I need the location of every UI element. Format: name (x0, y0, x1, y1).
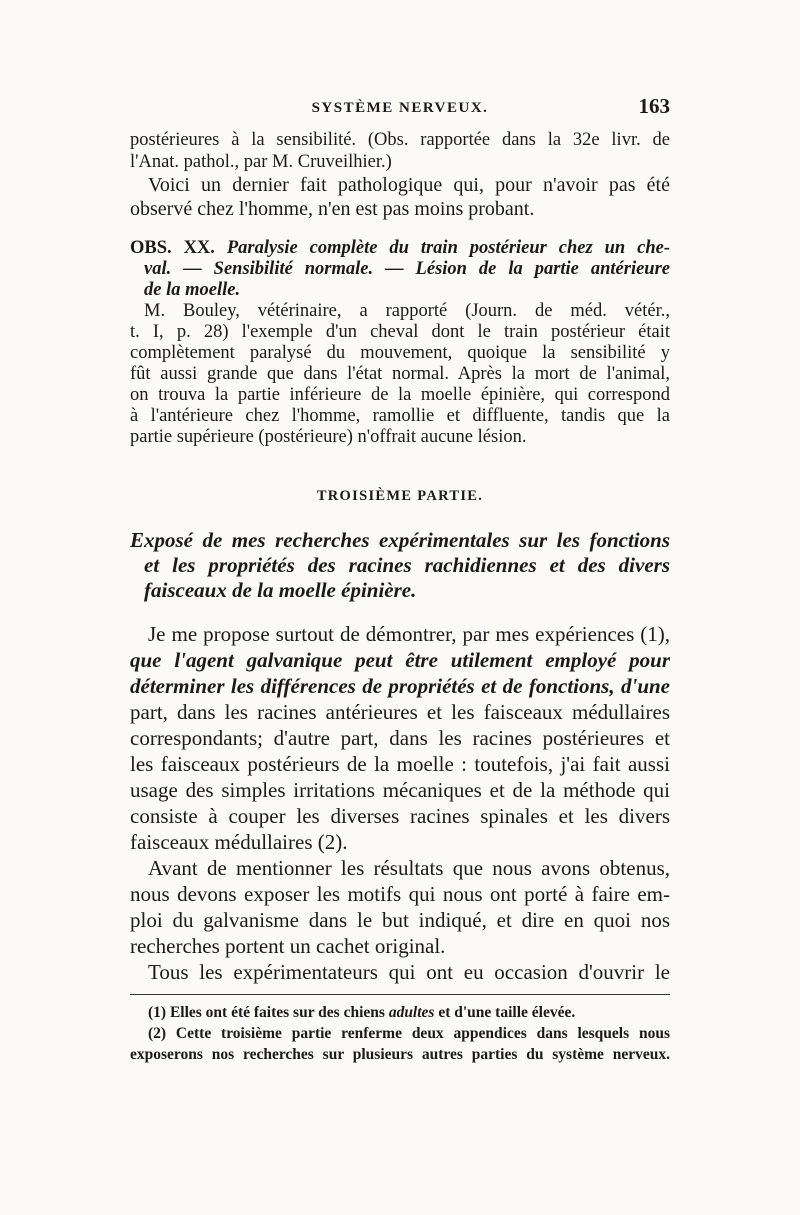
text-line: Je me propose surtout de démontrer, par mes expériences (1), (148, 622, 670, 646)
text-line: correspondants; d'autre part, dans les racines postérieures et (130, 726, 670, 750)
page-number: 163 (638, 94, 670, 118)
text-line: les faisceaux postérieurs de la moelle : toutefois, j'ai fait aussi (130, 752, 670, 776)
intro-section (130, 130, 670, 221)
footnote-2-cont: exposerons nos recherches sur plusieurs autres parties du système nerveux. (130, 1046, 670, 1063)
text-line: on trouva la partie inférieure de la moelle épinière, qui correspond (130, 385, 670, 405)
observation-title-line: de la moelle. (144, 280, 241, 300)
text-line: fût aussi grande que dans l'état normal. Après la mort de l'animal, (130, 364, 670, 384)
observation-title-line: val. — Sensibilité normale. — Lésion de la partie antérieure (144, 259, 670, 279)
footnote-1 (130, 1002, 670, 1023)
text-line: nous devons exposer les motifs qui nous ont porté à faire em- (130, 882, 670, 906)
text-line: usage des simples irritations mécaniques et de la méthode qui (130, 778, 670, 802)
running-head: SYSTÈME NERVEUX. (311, 100, 489, 116)
text-line: Avant de mentionner les résultats que nous avons obtenus, (148, 856, 670, 880)
subtitle-line: faisceaux de la moelle épinière. (144, 578, 417, 602)
text-line: partie supérieure (postérieure) n'offrait aucune lésion. (130, 427, 527, 447)
footnote-2: (2) Cette troisième partie renferme deux appendices dans lesquels nous (148, 1025, 670, 1042)
text-line: postérieures à la sensibilité. (Obs. rapportée dans la 32e livr. de (130, 130, 670, 150)
observation-xx (130, 238, 670, 448)
footnotes (130, 1002, 670, 1065)
observation-title-line (130, 238, 670, 259)
text-line: consiste à couper les diverses racines spinales et les divers (130, 804, 670, 828)
text-line: à l'antérieure chez l'homme, ramollie et diffluente, tandis que la (130, 406, 670, 426)
part-heading: TROISIÈME PARTIE. (316, 488, 484, 504)
text-line: recherches portent un cachet original. (130, 934, 446, 958)
footnote-rule (130, 994, 670, 995)
text-line: observé chez l'homme, n'en est pas moins probant. (130, 198, 535, 220)
text-line: ploi du galvanisme dans le but indiqué, et dire en quoi nos (130, 908, 670, 932)
text-line: que l'agent galvanique peut être utilement employé pour (130, 648, 670, 672)
observation-title: Paralysie complète du train postérieur chez un che- (226, 238, 670, 258)
text-line: Tous les expérimentateurs qui ont eu occasion d'ouvrir le (148, 960, 670, 984)
footnote-1-italic: adultes (388, 1004, 435, 1021)
text-line: part, dans les racines antérieures et les faisceaux médullaires (130, 700, 670, 724)
part-subtitle (130, 528, 670, 603)
text-line: faisceaux médullaires (2). (130, 830, 348, 854)
text-line: Voici un dernier fait pathologique qui, pour n'avoir pas été (148, 174, 670, 196)
footnote-1-end: et d'une taille élevée. (434, 1004, 576, 1021)
page-header (130, 92, 670, 122)
main-body (130, 621, 670, 985)
text-line: complètement paralysé du mouvement, quoique la sensibilité y (130, 343, 670, 363)
subtitle-line: Exposé de mes recherches expérimentales sur les fonctions (130, 528, 670, 552)
text-line: déterminer les différences de propriétés et de fonctions, d'une (130, 674, 670, 698)
subtitle-line: et les propriétés des racines rachidiennes et des divers (144, 553, 670, 577)
text-line: t. I, p. 28) l'exemple d'un cheval dont le train postérieur était (130, 322, 670, 342)
text-line: l'Anat. pathol., par M. Cruveilhier.) (130, 151, 392, 172)
text-line: M. Bouley, vétérinaire, a rapporté (Journ. de méd. vétér., (144, 301, 670, 321)
observation-number: OBS. XX. (130, 238, 215, 258)
footnote-1-start: (1) Elles ont été faites sur des chiens (148, 1004, 389, 1021)
